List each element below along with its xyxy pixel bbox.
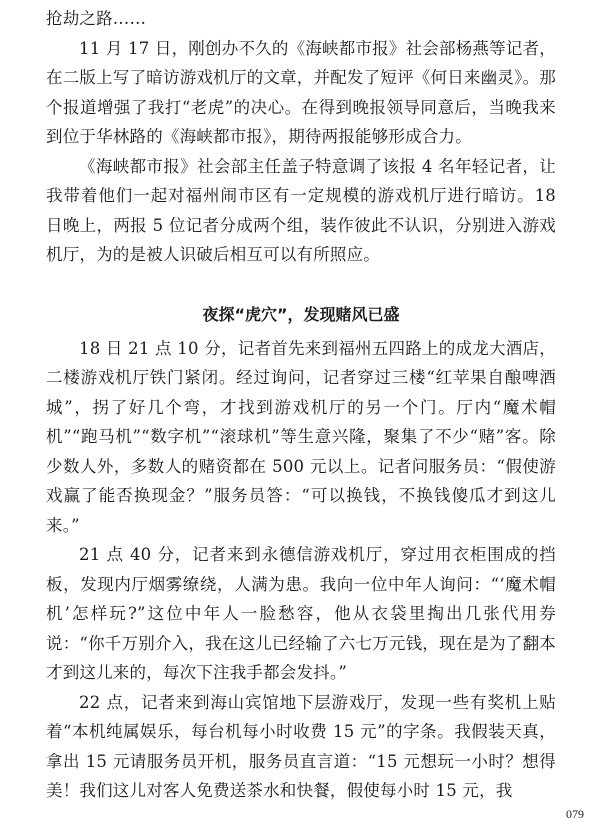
- paragraph-joint-investigation: 《海峡都市报》社会部主任盖子特意调了该报 4 名年轻记者，让我带着他们一起对福州闹市区有一定规模的游戏机厅进行暗访。18 日晚上，两报 5 位记者分成两个组，装作彼此不认识，分别进入游戏机厅，为的是被人识破后相互可以有所照应。: [46, 156, 556, 264]
- paragraph-continuation: 抢劫之路……: [46, 9, 147, 28]
- page-number: 079: [566, 807, 584, 821]
- paragraph-haishan-hotel: 22 点，记者来到海山宾馆地下层游戏厅，发现一些有奖机上贴着“本机纯属娱乐，每台机每小时收费 15 元”的字条。我假装天真，拿出 15 元请服务员开机，服务员直言道：“15 元想玩一小时？想得美！我们这儿对客人免费送茶水和快餐，假使每小时 15 元，我: [46, 692, 556, 800]
- paragraph-chenglong-hotel: 18 日 21 点 10 分，记者首先来到福州五四路上的成龙大酒店，二楼游戏机厅铁门紧闭。经过询问，记者穿过三楼“红苹果自酿啤酒城”，拐了好几个弯，才找到游戏机厅的另一个门。厅内“魔术帽机”“跑马机”“数字机”“滚球机”等生意兴隆，聚集了不少“赌”客。除少数人外，多数人的赌资都在 500 元以上。记者问服务员：“假使游戏赢了能否换现金？”服务员答：“可以换钱，不换钱傻瓜才到这儿来。”: [46, 338, 556, 535]
- paragraph-yongdexin-arcade: 21 点 40 分，记者来到永德信游戏机厅，穿过用衣柜围成的挡板，发现内厅烟雾缭绕，人满为患。我向一位中年人询问：“‘魔术帽机’怎样玩?”这位中年人一脸愁容，他从衣袋里掏出几张代用券说：“你千万别介入，我在这儿已经输了六七万元钱，现在是为了翻本才到这儿来的，每次下注我手都会发抖。”: [46, 545, 556, 682]
- document-page: [46, 4, 556, 806]
- paragraph-nov17-report: 11 月 17 日，刚创办不久的《海峡都市报》社会部杨燕等记者，在二版上写了暗访游戏机厅的文章，并配发了短评《何日来幽灵》。那个报道增强了我打“老虎”的决心。在得到晚报领导同意后，当晚我来到位于华林路的《海峡都市报》，期待两报能够形成合力。: [46, 38, 556, 146]
- section-heading: 夜探“虎穴”，发现赌风已盛: [202, 304, 400, 324]
